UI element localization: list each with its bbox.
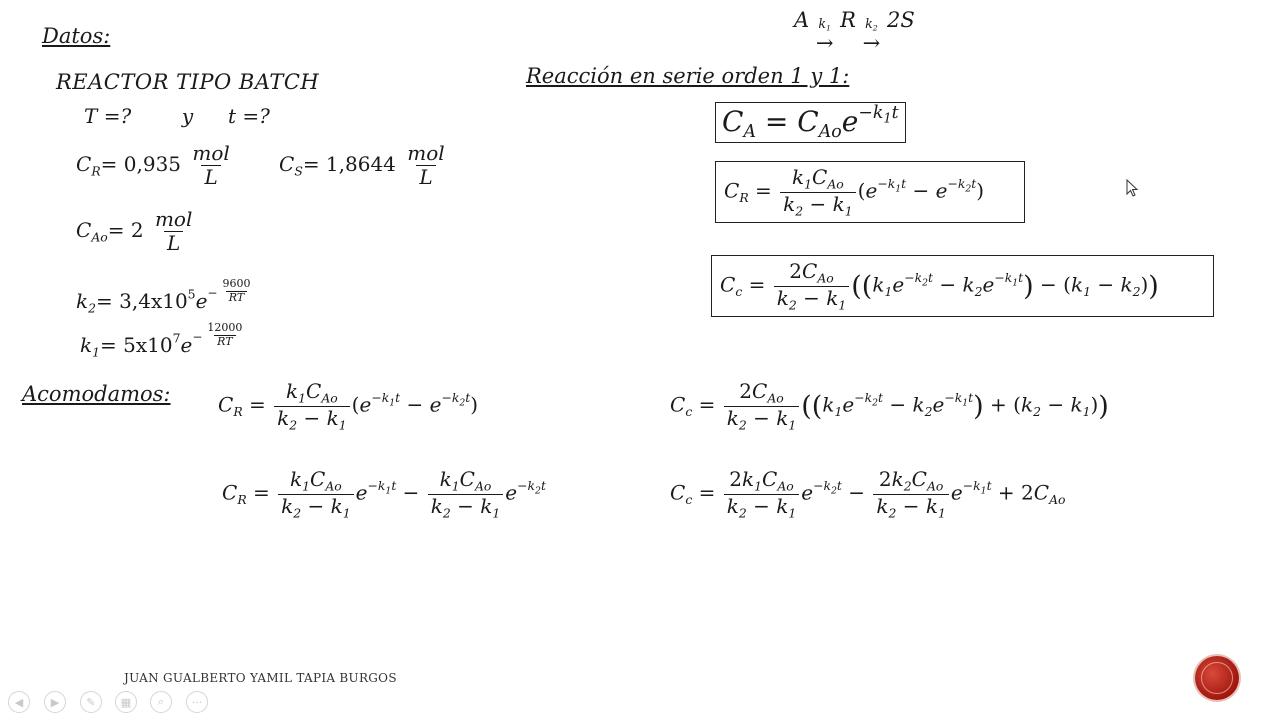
- datos-heading: Datos:: [42, 24, 111, 48]
- cc-rearranged-1: $C_c$ = $\frac{2C_{Ao}}{k_2 - k_1}$ $((k_1e^{-k_2t} - k_2e^{-k_1t}) + (k_2 - k_1))$: [670, 379, 1109, 432]
- mouse-cursor-icon: [1126, 179, 1140, 199]
- cc-rearranged-2: $C_c$ = $\frac{2k_1C_{Ao}}{k_2 - k_1}$ $e^{-k_2t}$ − $\frac{2k_2C_{Ao}}{k_2 - k_1}$ $e^{-k_1t} + 2C_{Ao}$: [670, 467, 1066, 520]
- prev-icon[interactable]: ◀: [8, 691, 30, 713]
- cr-equation-box: $C_R$ = $\frac{k_1C_{Ao}}{k_2 - k_1}$ $(e^{-k_1t} - e^{-k_2t})$: [715, 161, 1025, 223]
- cs-value: $C_S= 1,8644$ $\frac{\text{mol}}{L}$: [279, 141, 445, 189]
- slides-icon[interactable]: ▦: [115, 691, 137, 713]
- k1-expression: $k_1= 5x10^7e-$ $\frac{12000}{RT}$: [80, 321, 243, 360]
- time-unknown: t =?: [227, 104, 270, 128]
- conjunction: y: [181, 104, 194, 128]
- cc-equation-box: $C_c$ = $\frac{2C_{Ao}}{k_2 - k_1}$ $((k_1e^{-k_2t} - k_2e^{-k_1t}) - (k_1 - k_2))$: [711, 255, 1214, 317]
- author-footer: JUAN GUALBERTO YAMIL TAPIA BURGOS: [124, 671, 397, 685]
- more-icon[interactable]: ···: [186, 691, 208, 713]
- reactor-title: REACTOR TIPO BATCH: [56, 70, 320, 94]
- acomodamos-heading: Acomodamos:: [22, 382, 171, 406]
- cr-value: $C_R= 0,935$ $\frac{\text{mol}}{L}$: [76, 141, 230, 189]
- pen-icon[interactable]: ✎: [80, 691, 102, 713]
- k2-expression: $k_2= 3,4x10^5e-$ $\frac{9600}{RT}$: [76, 277, 251, 316]
- cao-value: $C_{Ao}= 2$ $\frac{\text{mol}}{L}$: [76, 207, 193, 255]
- cr-rearranged-1: $C_R$ = $\frac{k_1C_{Ao}}{k_2 - k_1}$ $(e^{-k_1t} - e^{-k_2t})$: [218, 379, 479, 432]
- temperature-unknown: T =?: [84, 104, 132, 128]
- series-reaction-heading: Reacción en serie orden 1 y 1:: [526, 64, 850, 88]
- reaction-scheme: A $k_1$ → R $k_2$ → 2S: [794, 8, 915, 55]
- zoom-icon[interactable]: ⌕: [150, 691, 172, 713]
- seal-logo-icon: [1195, 656, 1239, 700]
- next-icon[interactable]: ▶: [44, 691, 66, 713]
- ca-equation-box: $C_A = C_{Ao}e^{-k_1t}$: [715, 102, 906, 143]
- cr-rearranged-2: $C_R$ = $\frac{k_1C_{Ao}}{k_2 - k_1}$ $e^{-k_1t}$ − $\frac{k_1C_{Ao}}{k_2 - k_1}$ $e^{-k_2t}$: [222, 467, 546, 520]
- unknowns-line: [84, 104, 270, 128]
